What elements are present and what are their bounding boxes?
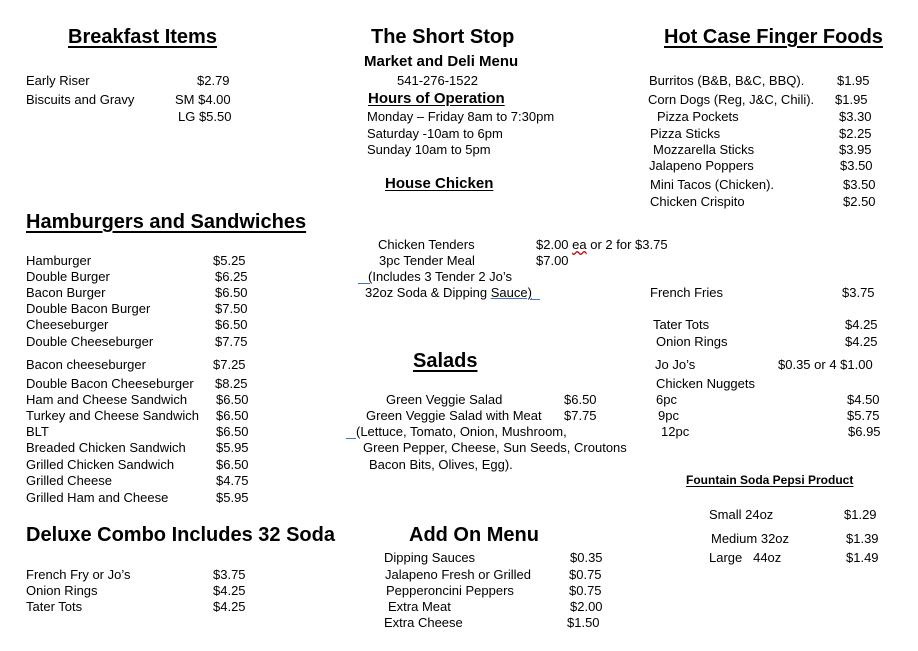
menu-item-name: Jo Jo’s [655, 357, 696, 372]
hours-line: Monday – Friday 8am to 7:30pm [367, 109, 555, 124]
menu-item-price: $2.79 [197, 73, 230, 88]
menu-item-name: Early Riser [26, 73, 90, 88]
menu-item-price: $1.95 [835, 92, 868, 107]
menu-item-name: Large 44oz [709, 550, 782, 565]
menu-item-name: Burritos (B&B, B&C, BBQ). [649, 73, 805, 88]
menu-item-price: $5.25 [213, 253, 246, 268]
menu-item-price: $3.50 [843, 177, 876, 192]
menu-item-price: $7.25 [213, 357, 246, 372]
menu-item-name: 12pc [661, 424, 690, 439]
menu-item-name: Mini Tacos (Chicken). [650, 177, 775, 192]
menu-item-name: Ham and Cheese Sandwich [26, 392, 188, 407]
menu-item-price: $8.25 [215, 376, 248, 391]
menu-item-price: $1.49 [846, 550, 879, 565]
menu-item-price: $3.75 [842, 285, 875, 300]
menu-item-name: BLT [26, 424, 49, 439]
menu-item-name: Pizza Pockets [657, 109, 739, 124]
menu-item-price: $0.35 [570, 550, 603, 565]
menu-item-price: $6.25 [215, 269, 248, 284]
menu-item-price: $5.95 [216, 440, 249, 455]
menu-item-name: Green Veggie Salad [386, 392, 503, 407]
menu-note: 32oz Soda & Dipping Sauce) [365, 285, 532, 300]
menu-item-price: $4.25 [845, 317, 878, 332]
hours-line: Saturday -10am to 6pm [367, 126, 503, 141]
store-subtitle: Market and Deli Menu [364, 53, 519, 70]
menu-item-price: $1.39 [846, 531, 879, 546]
menu-item-name: Pepperoncini Peppers [386, 583, 514, 598]
addon-heading: Add On Menu [409, 524, 539, 546]
menu-item-name: Chicken Tenders [378, 237, 475, 252]
menu-item-name: Extra Meat [388, 599, 451, 614]
menu-item-name: Green Veggie Salad with Meat [366, 408, 542, 423]
menu-item-name: Jalapeno Fresh or Grilled [385, 567, 531, 582]
menu-item-price: $4.25 [213, 599, 246, 614]
menu-item-price: $7.75 [564, 408, 597, 423]
menu-item-name: Jalapeno Poppers [649, 158, 754, 173]
menu-item-price: $6.50 [564, 392, 597, 407]
menu-item-price: $0.75 [569, 567, 602, 582]
menu-item-name: Turkey and Cheese Sandwich [26, 408, 199, 423]
menu-item-price: $6.95 [848, 424, 881, 439]
menu-note: (Includes 3 Tender 2 Jo’s [368, 269, 513, 284]
menu-item-price: $2.50 [843, 194, 876, 209]
menu-item-price: LG $5.50 [178, 109, 232, 124]
menu-item-price: $3.30 [839, 109, 872, 124]
menu-item-name: Dipping Sauces [384, 550, 476, 565]
menu-item-name: Bacon cheeseburger [26, 357, 146, 372]
menu-item-price: $6.50 [216, 424, 249, 439]
menu-item-price: $2.00 [570, 599, 603, 614]
menu-item-name: French Fry or Jo’s [26, 567, 131, 582]
menu-item-price: SM $4.00 [175, 92, 231, 107]
underline-mark [346, 438, 356, 439]
hours-heading: Hours of Operation [368, 90, 505, 107]
menu-item-price: $5.75 [847, 408, 880, 423]
menu-item-price: $7.50 [215, 301, 248, 316]
menu-item-name: Bacon Burger [26, 285, 106, 300]
hours-line: Sunday 10am to 5pm [367, 142, 491, 157]
menu-note: Bacon Bits, Olives, Egg). [369, 457, 513, 472]
hotcase-heading: Hot Case Finger Foods [664, 26, 883, 48]
menu-item-name: Medium 32oz [711, 531, 790, 546]
menu-item-name: Tater Tots [653, 317, 710, 332]
menu-item-name: Mozzarella Sticks [653, 142, 755, 157]
menu-item-price: $0.35 or 4 $1.00 [778, 357, 873, 372]
menu-item-price: $3.50 [840, 158, 873, 173]
menu-item-price: $4.75 [216, 473, 249, 488]
hamburgers-heading: Hamburgers and Sandwiches [26, 211, 307, 233]
menu-item-name: Small 24oz [709, 507, 774, 522]
menu-item-name: Grilled Ham and Cheese [26, 490, 169, 505]
menu-item-name: Corn Dogs (Reg, J&C, Chili). [648, 92, 815, 107]
menu-item-price: $0.75 [569, 583, 602, 598]
menu-item-price: $1.29 [844, 507, 877, 522]
menu-note: (Lettuce, Tomato, Onion, Mushroom, [356, 424, 567, 439]
salads-heading: Salads [413, 350, 478, 372]
menu-item-price: $6.50 [216, 457, 249, 472]
menu-item-price: $3.95 [839, 142, 872, 157]
breakfast-heading: Breakfast Items [68, 26, 217, 48]
menu-item-price: $5.95 [216, 490, 249, 505]
underline-mark [530, 299, 540, 300]
menu-item-price: $4.50 [847, 392, 880, 407]
menu-item-price: $7.75 [215, 334, 248, 349]
menu-item-name: 3pc Tender Meal [379, 253, 475, 268]
menu-item-name: Pizza Sticks [650, 126, 721, 141]
menu-item-name: Grilled Chicken Sandwich [26, 457, 175, 472]
menu-item-price: $6.50 [216, 408, 249, 423]
menu-item-name: Biscuits and Gravy [26, 92, 135, 107]
menu-item-name: Double Burger [26, 269, 110, 284]
menu-item-price: $3.75 [213, 567, 246, 582]
menu-item-price: $7.00 [536, 253, 569, 268]
menu-item-name: French Fries [650, 285, 723, 300]
menu-item-name: Tater Tots [26, 599, 83, 614]
menu-item-name: Grilled Cheese [26, 473, 112, 488]
menu-item-name: Onion Rings [656, 334, 728, 349]
house-chicken-heading: House Chicken [385, 175, 494, 192]
menu-item-price: $6.50 [215, 285, 248, 300]
menu-item-name: Double Bacon Cheeseburger [26, 376, 194, 391]
combo-heading: Deluxe Combo Includes 32 Soda [26, 524, 335, 546]
menu-item-price: $6.50 [215, 317, 248, 332]
store-phone: 541-276-1522 [397, 73, 478, 88]
menu-item-name: 9pc [658, 408, 679, 423]
menu-item-price: $6.50 [216, 392, 249, 407]
menu-item-name: Onion Rings [26, 583, 98, 598]
menu-item-name: Cheeseburger [26, 317, 109, 332]
menu-item-price: $1.50 [567, 615, 600, 630]
menu-item-price: $1.95 [837, 73, 870, 88]
fountain-heading: Fountain Soda Pepsi Product [686, 473, 854, 487]
menu-item-name: Double Bacon Burger [26, 301, 151, 316]
menu-item-name: Double Cheeseburger [26, 334, 154, 349]
menu-item-price: $2.25 [839, 126, 872, 141]
nuggets-heading: Chicken Nuggets [656, 376, 755, 391]
menu-item-name: Chicken Crispito [650, 194, 745, 209]
menu-item-name: Breaded Chicken Sandwich [26, 440, 186, 455]
menu-item-name: 6pc [656, 392, 677, 407]
menu-item-name: Extra Cheese [384, 615, 463, 630]
menu-item-price: $2.00 ea or 2 for $3.75 [536, 237, 668, 252]
menu-note: Green Pepper, Cheese, Sun Seeds, Croutons [363, 440, 627, 455]
menu-item-name: Hamburger [26, 253, 92, 268]
menu-item-price: $4.25 [213, 583, 246, 598]
menu-item-price: $4.25 [845, 334, 878, 349]
store-name: The Short Stop [371, 26, 515, 48]
